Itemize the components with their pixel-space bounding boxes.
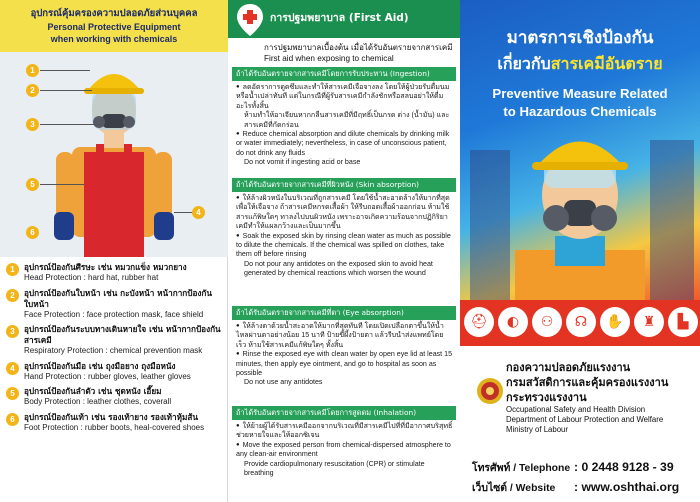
org-en-2: Department of Labour Protection and Welfare (506, 415, 664, 424)
item-number: 5 (6, 387, 19, 400)
item-number: 3 (6, 325, 19, 338)
hard-hat-icon: ⛑ (464, 307, 494, 337)
website-row (472, 478, 698, 496)
item-th: อุปกรณ์ป้องกันเท้า เช่น รองเท้ายาง รองเท้าหุ้มส้น (24, 411, 199, 422)
list-item (6, 324, 222, 357)
website-label: เว็บไซต์ / Website (472, 483, 556, 494)
phone-row (472, 458, 698, 476)
cover-title-th-1: มาตรการเชิงป้องกัน (506, 28, 654, 48)
section-heading: ถ้าได้รับอันตรายจากสารเคมีที่ผิวหนัง (Skin absorption) (232, 178, 456, 192)
section-line: ห้ามทำให้อาเจียนหากกลืนสารเคมีที่มีฤทธิ์เป็นกรด ด่าง (น้ำมัน) และสารเคมีที่กัดกร่อน (244, 111, 450, 129)
organization-block (506, 360, 696, 435)
first-aid-intro (264, 42, 458, 64)
boots-icon: ▙ (668, 307, 698, 337)
org-en-1: Occupational Safety and Health Division (506, 405, 646, 414)
ppe-icon-strip (460, 300, 700, 346)
cover-title-th-2 (460, 52, 700, 77)
section-line: Do not pour any antidotes on the exposed skin to avoid heat generated by chemical reactions which worsen the wound (244, 259, 433, 278)
section-line: Do not vomit if ingesting acid or base (244, 158, 361, 167)
ppe-panel (0, 0, 228, 502)
item-en: Face Protection : face protection mask, face shield (24, 309, 204, 319)
leader-line (40, 184, 84, 185)
ppe-header (0, 0, 228, 52)
ppe-title-en-2: when working with chemicals (50, 34, 178, 44)
list-item (6, 288, 222, 321)
leader-line (40, 90, 92, 91)
ppe-title-en-1: Personal Protective Equipment (47, 22, 181, 32)
first-aid-title: การปฐมพยาบาล (First Aid) (270, 12, 409, 24)
section-line: ● Soak the exposed skin by rinsing clean water as much as possible to dilute the chemicals. If the chemical was spilled on clothes, take them off before rinsing (236, 232, 453, 260)
cover-title-th-2b: สารเคมีอันตราย (550, 54, 663, 73)
section-eye (232, 306, 456, 388)
callout-1: 1 (26, 64, 39, 77)
org-th-1: กองความปลอดภัยแรงงาน (506, 361, 631, 374)
face-shield-icon: ◐ (498, 307, 528, 337)
first-aid-panel (228, 0, 460, 502)
cover-hero (460, 0, 700, 300)
section-line: ● ลดอัตราการดูดซึมและทำให้สารเคมีเจือจางลง โดยให้ผู้ป่วยรับดื่มนมหรือน้ำเปล่าทันที แต่ในกรณีที่ผู้รับสารเคมีกำลังชักหรือสลบอย่าให้ดื่มอะไรทั้งสิ้น (236, 83, 453, 111)
phone-label: โทรศัพท์ / Telephone (472, 463, 571, 474)
section-line: ● Rinse the exposed eye with clean water by open eye lid at least 15 minutes, then apply eye ointment, and go to hospital as soon as possible (236, 350, 453, 378)
section-line: ● Reduce chemical absorption and dilute chemicals by drinking milk or water immediately; nevertheless, in case of unconscious patient, do not drink any fluids (236, 130, 453, 158)
phone-value: : 0 2448 9128 - 39 (574, 460, 674, 474)
website-value[interactable]: : www.oshthai.org (574, 480, 680, 494)
item-th: อุปกรณ์ป้องกันมือ เช่น ถุงมือยาง ถุงมือหนัง (24, 360, 176, 371)
section-line: Do not use any antidotes (244, 378, 323, 387)
item-en: Respiratory Protection : chemical prevention mask (24, 346, 203, 355)
item-number: 6 (6, 413, 19, 426)
intro-th: การปฐมพยาบาลเบื้องต้น เมื่อได้รับอันตรายจากสารเคมี (264, 43, 453, 52)
ppe-list (0, 262, 228, 502)
item-th: อุปกรณ์ป้องกันศีรษะ เช่น หมวกแข็ง หมวกยาง (24, 262, 187, 272)
section-line: ● ให้ล้างตาด้วยน้ำสะอาดให้มากที่สุดทันที โดยเปิดเปลือกตาขึ้นให้น้ำไหลผ่านตาอย่างน้อย 15 นาที ป้ายขี้ผึ้งป้ายตา แล้วรีบนำส่งแพทย์โดยเร็ว ห้ามใช้สารเคมีแก้พิษใดๆ ทั้งสิ้น (236, 322, 453, 350)
section-line: ● Move the exposed person from chemical-dispersed atmosphere to any clean-air environment (236, 441, 453, 460)
callout-5: 5 (26, 178, 39, 191)
section-heading: ถ้าได้รับอันตรายจากสารเคมีโดยการรับประทาน (Ingestion) (232, 67, 456, 81)
list-item (6, 386, 222, 408)
callout-6: 6 (26, 226, 39, 239)
goggles-icon: ⚇ (532, 307, 562, 337)
first-aid-pin-icon (236, 3, 264, 37)
list-item (6, 361, 222, 383)
section-line: Provide cardiopulmonary resuscitation (CPR) or stimulate breathing (244, 459, 425, 478)
org-en-3: Ministry of Labour (506, 425, 568, 434)
section-heading: ถ้าได้รับอันตรายจากสารเคมีโดยการสูดดม (Inhalation) (232, 406, 456, 420)
item-th: อุปกรณ์ป้องกันลำตัว เช่น ชุดหนัง เอี๊ยม (24, 386, 162, 396)
cover-title-en-1: Preventive Measure Related (492, 86, 668, 101)
item-number: 4 (6, 362, 19, 375)
item-en: Foot Protection : rubber boots, heal-covered shoes (24, 422, 205, 432)
list-item (6, 262, 222, 284)
coverall-icon: ♜ (634, 307, 664, 337)
leader-line (40, 124, 102, 125)
item-en: Body Protection : leather clothes, coverall (24, 397, 172, 406)
cover-title-th-2a: เกี่ยวกับ (497, 54, 551, 73)
callout-3: 3 (26, 118, 39, 131)
callout-4: 4 (192, 206, 205, 219)
gloves-icon: ✋ (600, 307, 630, 337)
callout-2: 2 (26, 84, 39, 97)
item-number: 2 (6, 289, 19, 302)
section-skin (232, 178, 456, 279)
leader-line (40, 70, 90, 71)
section-ingestion (232, 67, 456, 168)
list-item (6, 412, 222, 434)
org-th-2: กรมสวัสดิการและคุ้มครองแรงงาน (506, 376, 669, 389)
first-aid-header (228, 0, 460, 38)
department-seal-icon (466, 362, 504, 420)
section-line: ● ให้ย้ายผู้ได้รับสารเคมีออกจากบริเวณที่มีสารเคมีไปที่ที่มีอากาศบริสุทธิ์ ช่วยหายใจและให้ออกซิเจน (236, 422, 453, 441)
leader-line (174, 212, 192, 213)
org-th-3: กระทรวงแรงงาน (506, 391, 587, 404)
cover-title-en-2: to Hazardous Chemicals (503, 104, 657, 119)
item-en: Hand Protection : rubber gloves, leather gloves (24, 371, 191, 381)
respirator-icon: ☊ (566, 307, 596, 337)
item-number: 1 (6, 263, 19, 276)
intro-en: First aid when exposing to chemical (264, 54, 394, 63)
item-th: อุปกรณ์ป้องกันใบหน้า เช่น กะบังหน้า หน้ากากป้องกันใบหน้า (24, 287, 212, 309)
section-line: ● ให้ล้างผิวหนังในบริเวณที่ถูกสารเคมี โดยใช้น้ำสะอาดล้างให้มากที่สุด เพื่อให้เจือจาง ถ้าสารเคมีหกรดเสื้อผ้า ให้รีบถอดเสื้อผ้าออกก่อน ห้ามใช้สารแก้พิษใดๆ ทาลงไปบนผิวหนัง เพราะอาจเกิดความร้อนจากปฏิกิริยาเคมีทำให้แผลกว้างและเป็นมากขึ้น (236, 194, 453, 232)
item-en: Head Protection : hard hat, rubber hat (24, 273, 159, 282)
section-heading: ถ้าได้รับอันตรายจากสารเคมีที่ตา (Eye absorption) (232, 306, 456, 320)
item-th: อุปกรณ์ป้องกันระบบทางเดินหายใจ เช่น หน้ากากป้องกันสารเคมี (24, 324, 221, 345)
section-inhalation (232, 406, 456, 478)
ppe-title-th: อุปกรณ์คุ้มครองความปลอดภัยส่วนบุคคล (30, 8, 198, 19)
cover-panel (460, 0, 700, 502)
